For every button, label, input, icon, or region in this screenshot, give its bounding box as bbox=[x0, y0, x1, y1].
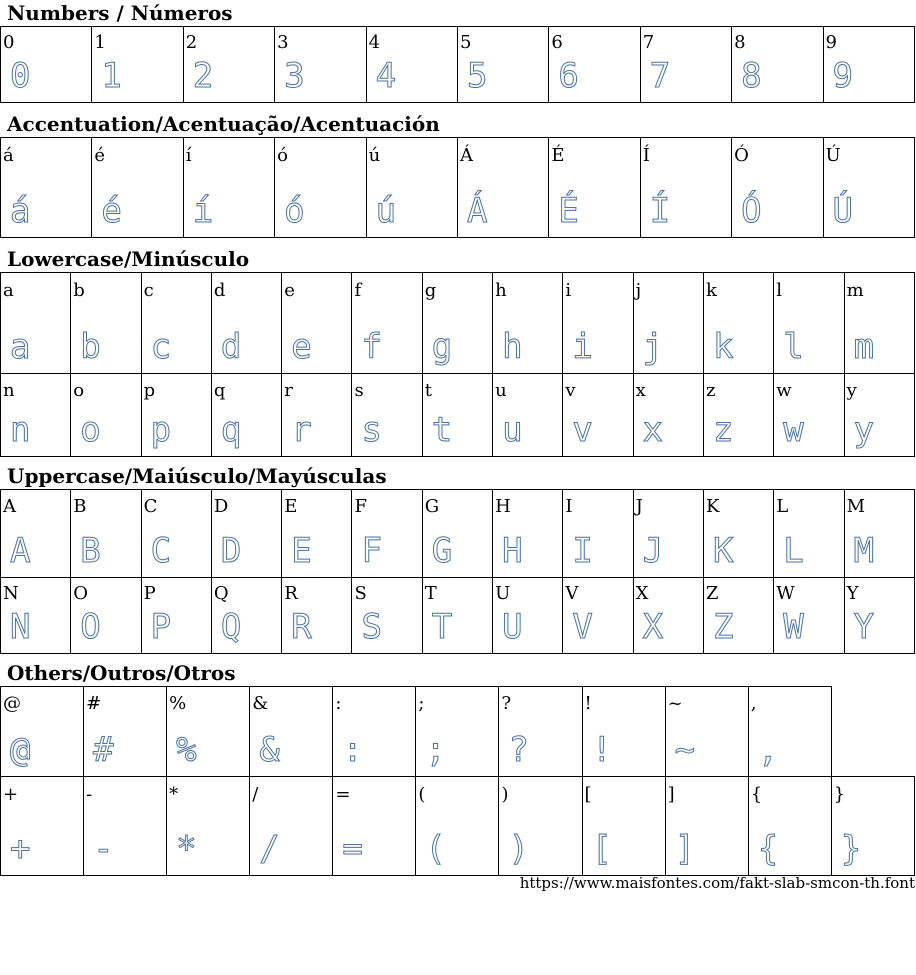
glyph-label: U bbox=[495, 583, 511, 604]
glyph-label: b bbox=[73, 280, 85, 301]
glyph-cell bbox=[640, 138, 731, 238]
glyph-cell bbox=[563, 273, 633, 374]
glyph-cell bbox=[563, 490, 633, 578]
glyph-cell bbox=[333, 687, 416, 777]
glyph-cell bbox=[633, 578, 703, 654]
glyph-cell bbox=[352, 578, 422, 654]
numbers-grid bbox=[0, 26, 915, 103]
glyph-label: ú bbox=[368, 145, 381, 166]
glyph-label: c bbox=[143, 280, 154, 301]
glyph-label: 3 bbox=[277, 32, 289, 53]
glyph-cell bbox=[282, 578, 352, 654]
glyph-label: p bbox=[143, 380, 156, 401]
glyph-sample: k bbox=[712, 327, 734, 367]
glyph-sample: W bbox=[783, 607, 804, 647]
glyph-label: I bbox=[565, 496, 573, 517]
glyph-label: 7 bbox=[642, 32, 655, 53]
glyph-label: P bbox=[143, 583, 156, 604]
glyph-label: [ bbox=[584, 784, 592, 805]
glyph-cell bbox=[141, 273, 211, 374]
glyph-cell bbox=[703, 490, 773, 578]
glyph-label: Í bbox=[642, 145, 650, 166]
glyph-label: 1 bbox=[94, 32, 106, 53]
glyph-label: K bbox=[705, 496, 720, 517]
glyph-label: ! bbox=[584, 693, 592, 714]
glyph-label: L bbox=[776, 496, 789, 517]
glyph-cell bbox=[1, 687, 84, 777]
glyph-cell bbox=[499, 687, 582, 777]
glyph-label: É bbox=[551, 145, 565, 166]
glyph-sample: ? bbox=[508, 730, 529, 770]
glyph-sample: Ó bbox=[741, 191, 762, 231]
glyph-cell bbox=[748, 687, 831, 777]
glyph-cell bbox=[831, 777, 914, 876]
glyph-sample: C bbox=[150, 531, 172, 571]
glyph-cell bbox=[250, 687, 333, 777]
glyph-cell bbox=[549, 138, 640, 238]
glyph-sample: 7 bbox=[649, 56, 671, 96]
glyph-sample: F bbox=[361, 531, 382, 571]
glyph-sample: ; bbox=[425, 730, 446, 770]
glyph-sample: ó bbox=[284, 191, 305, 231]
glyph-cell bbox=[416, 687, 499, 777]
glyph-cell bbox=[493, 374, 563, 457]
glyph-sample: P bbox=[150, 607, 172, 647]
glyph-row bbox=[1, 273, 915, 374]
glyph-sample: [ bbox=[591, 829, 613, 869]
glyph-label: W bbox=[776, 583, 795, 604]
glyph-cell bbox=[1, 777, 84, 876]
glyph-sample: d bbox=[220, 327, 242, 367]
glyph-label: M bbox=[846, 496, 865, 517]
glyph-cell bbox=[211, 490, 281, 578]
glyph-cell bbox=[92, 138, 183, 238]
glyph-cell bbox=[774, 578, 844, 654]
glyph-sample: 8 bbox=[741, 56, 762, 96]
glyph-cell bbox=[275, 27, 366, 103]
glyph-sample: p bbox=[150, 410, 172, 450]
glyph-label: C bbox=[143, 496, 158, 517]
glyph-label: G bbox=[424, 496, 440, 517]
glyph-label: l bbox=[776, 280, 783, 301]
glyph-cell bbox=[732, 138, 823, 238]
glyph-label: Á bbox=[459, 145, 473, 166]
glyph-label: : bbox=[335, 693, 342, 714]
glyph-sample: { bbox=[757, 829, 779, 869]
glyph-sample: y bbox=[853, 410, 875, 450]
accents-grid bbox=[0, 137, 915, 238]
glyph-sample: ! bbox=[591, 730, 613, 770]
glyph-sample: É bbox=[558, 191, 579, 231]
glyph-sample: f bbox=[361, 327, 382, 367]
glyph-sample: t bbox=[431, 410, 453, 450]
glyph-row bbox=[1, 374, 915, 457]
glyph-label: = bbox=[335, 784, 351, 805]
glyph-cell bbox=[582, 687, 665, 777]
glyph-sample: o bbox=[80, 410, 101, 450]
glyph-cell bbox=[282, 273, 352, 374]
glyph-label: f bbox=[354, 280, 362, 301]
glyph-label: 8 bbox=[734, 32, 746, 53]
glyph-label: + bbox=[3, 784, 19, 805]
glyph-cell bbox=[633, 273, 703, 374]
glyph-label: Y bbox=[846, 583, 859, 604]
glyph-row bbox=[1, 578, 915, 654]
glyph-sample: Y bbox=[853, 607, 875, 647]
glyph-sample: 1 bbox=[101, 56, 122, 96]
glyph-sample: : bbox=[342, 730, 363, 770]
glyph-row bbox=[1, 138, 915, 238]
glyph-label: m bbox=[846, 280, 864, 301]
glyph-label: Ú bbox=[825, 145, 841, 166]
glyph-cell bbox=[71, 578, 141, 654]
glyph-sample: U bbox=[502, 607, 523, 647]
glyph-cell bbox=[416, 777, 499, 876]
glyph-cell bbox=[774, 374, 844, 457]
glyph-cell bbox=[665, 687, 748, 777]
glyph-label: 9 bbox=[825, 32, 837, 53]
glyph-label: s bbox=[354, 380, 364, 401]
glyph-cell bbox=[640, 27, 731, 103]
glyph-label: R bbox=[284, 583, 298, 604]
glyph-label: ( bbox=[418, 784, 426, 805]
glyph-cell bbox=[211, 578, 281, 654]
glyph-sample: 2 bbox=[192, 56, 214, 96]
glyph-sample: % bbox=[176, 730, 197, 770]
glyph-sample: e bbox=[291, 327, 312, 367]
glyph-label: ] bbox=[667, 784, 675, 805]
glyph-label: j bbox=[635, 280, 642, 301]
glyph-cell bbox=[633, 374, 703, 457]
glyph-label: 5 bbox=[459, 32, 472, 53]
glyph-cell bbox=[1, 273, 71, 374]
glyph-cell bbox=[141, 490, 211, 578]
glyph-row bbox=[1, 490, 915, 578]
glyph-sample: v bbox=[572, 410, 593, 450]
glyph-label: v bbox=[565, 380, 576, 401]
glyph-sample: m bbox=[853, 327, 875, 367]
glyph-sample: } bbox=[840, 829, 862, 869]
glyph-cell bbox=[703, 578, 773, 654]
glyph-label: 4 bbox=[368, 32, 381, 53]
glyph-label: k bbox=[705, 280, 717, 301]
glyph-cell bbox=[703, 273, 773, 374]
glyph-sample: Ú bbox=[832, 191, 853, 231]
glyph-cell bbox=[250, 777, 333, 876]
glyph-sample: 9 bbox=[832, 56, 853, 96]
glyph-cell bbox=[183, 138, 274, 238]
glyph-sample: í bbox=[192, 191, 214, 231]
glyph-cell bbox=[1, 490, 71, 578]
glyph-label: , bbox=[750, 693, 757, 714]
glyph-label: A bbox=[3, 496, 16, 517]
glyph-label: ? bbox=[501, 693, 512, 714]
glyph-sample: Q bbox=[220, 607, 242, 647]
glyph-label: y bbox=[846, 380, 857, 401]
glyph-sample: K bbox=[712, 531, 734, 571]
section-title-accents: Accentuation/Acentuação/Acentuación bbox=[7, 112, 440, 136]
glyph-label: x bbox=[635, 380, 646, 401]
glyph-label: { bbox=[750, 784, 763, 805]
glyph-label: ) bbox=[501, 784, 509, 805]
glyph-sample: I bbox=[572, 531, 593, 571]
glyph-label: r bbox=[284, 380, 293, 401]
glyph-sample: J bbox=[642, 531, 664, 571]
glyph-label: w bbox=[776, 380, 792, 401]
glyph-cell bbox=[457, 27, 548, 103]
glyph-cell bbox=[732, 27, 823, 103]
glyph-row bbox=[1, 27, 915, 103]
glyph-label: } bbox=[833, 784, 846, 805]
glyph-cell bbox=[84, 687, 167, 777]
glyph-cell bbox=[665, 777, 748, 876]
glyph-row bbox=[1, 777, 915, 876]
glyph-label: q bbox=[213, 380, 226, 401]
glyph-sample: é bbox=[101, 191, 122, 231]
glyph-label: F bbox=[354, 496, 367, 517]
glyph-cell bbox=[582, 777, 665, 876]
glyph-sample: A bbox=[10, 531, 31, 571]
glyph-cell bbox=[1, 374, 71, 457]
glyph-cell bbox=[422, 273, 492, 374]
glyph-label: z bbox=[705, 380, 716, 401]
glyph-label: Q bbox=[213, 583, 229, 604]
glyph-sample: n bbox=[10, 410, 31, 450]
glyph-cell bbox=[167, 777, 250, 876]
glyph-label: o bbox=[73, 380, 85, 401]
glyph-label: ~ bbox=[667, 693, 683, 714]
glyph-label: E bbox=[284, 496, 298, 517]
glyph-row bbox=[1, 687, 915, 777]
glyph-sample: x bbox=[642, 410, 664, 450]
glyph-sample: B bbox=[80, 531, 101, 571]
glyph-sample: V bbox=[572, 607, 593, 647]
glyph-sample: h bbox=[502, 327, 523, 367]
glyph-sample: G bbox=[431, 531, 453, 571]
glyph-sample: w bbox=[783, 410, 804, 450]
glyph-label: % bbox=[169, 693, 187, 714]
glyph-sample: Á bbox=[466, 191, 488, 231]
source-url: https://www.maisfontes.com/fakt-slab-smcon-th.font bbox=[519, 874, 915, 892]
glyph-cell bbox=[499, 777, 582, 876]
glyph-sample: q bbox=[220, 410, 242, 450]
glyph-sample: Z bbox=[712, 607, 734, 647]
glyph-label: Ó bbox=[734, 145, 749, 166]
glyph-label: N bbox=[3, 583, 19, 604]
glyph-cell bbox=[422, 490, 492, 578]
glyph-label: 6 bbox=[551, 32, 563, 53]
glyph-label: ó bbox=[277, 145, 289, 166]
glyph-sample: T bbox=[431, 607, 453, 647]
glyph-label: í bbox=[185, 145, 192, 166]
glyph-cell bbox=[366, 138, 457, 238]
glyph-label: O bbox=[73, 583, 89, 604]
glyph-sample: R bbox=[291, 607, 312, 647]
glyph-cell bbox=[493, 578, 563, 654]
glyph-sample: L bbox=[783, 531, 804, 571]
glyph-sample: 3 bbox=[284, 56, 305, 96]
glyph-label: J bbox=[635, 496, 643, 517]
glyph-label: D bbox=[213, 496, 229, 517]
glyph-cell bbox=[633, 490, 703, 578]
glyph-cell bbox=[275, 138, 366, 238]
uppercase-grid bbox=[0, 489, 915, 654]
glyph-cell bbox=[549, 27, 640, 103]
glyph-sample: á bbox=[10, 191, 31, 231]
section-title-others: Others/Outros/Otros bbox=[7, 661, 236, 685]
glyph-sample: z bbox=[712, 410, 734, 450]
glyph-cell bbox=[282, 374, 352, 457]
glyph-cell bbox=[823, 27, 914, 103]
glyph-sample: , bbox=[757, 730, 779, 770]
glyph-label: Z bbox=[705, 583, 719, 604]
glyph-label: # bbox=[86, 693, 102, 714]
glyph-cell bbox=[748, 777, 831, 876]
glyph-label: e bbox=[284, 280, 295, 301]
others-grid bbox=[0, 686, 915, 876]
section-title-numbers: Numbers / Números bbox=[7, 1, 233, 25]
glyph-cell bbox=[352, 490, 422, 578]
glyph-cell bbox=[1, 138, 92, 238]
glyph-cell bbox=[366, 27, 457, 103]
glyph-cell bbox=[352, 374, 422, 457]
glyph-cell bbox=[457, 138, 548, 238]
glyph-label: a bbox=[3, 280, 14, 301]
glyph-cell bbox=[71, 490, 141, 578]
glyph-cell bbox=[774, 490, 844, 578]
section-title-uppercase: Uppercase/Maiúsculo/Mayúsculas bbox=[7, 464, 387, 488]
glyph-cell bbox=[84, 777, 167, 876]
glyph-label: B bbox=[73, 496, 87, 517]
glyph-label: é bbox=[94, 145, 106, 166]
glyph-sample: ~ bbox=[674, 730, 696, 770]
glyph-cell bbox=[563, 578, 633, 654]
glyph-cell bbox=[844, 374, 914, 457]
glyph-sample: ú bbox=[375, 191, 397, 231]
glyph-cell bbox=[493, 490, 563, 578]
glyph-cell bbox=[211, 374, 281, 457]
glyph-cell bbox=[493, 273, 563, 374]
glyph-sample: / bbox=[259, 829, 280, 869]
glyph-sample: @ bbox=[10, 730, 31, 770]
glyph-label: n bbox=[3, 380, 15, 401]
glyph-sample: O bbox=[80, 607, 101, 647]
glyph-label: h bbox=[495, 280, 507, 301]
glyph-sample: M bbox=[853, 531, 875, 571]
glyph-cell bbox=[422, 578, 492, 654]
glyph-cell bbox=[563, 374, 633, 457]
glyph-sample: i bbox=[572, 327, 593, 367]
glyph-cell bbox=[333, 777, 416, 876]
glyph-sample: a bbox=[10, 327, 31, 367]
glyph-label: 0 bbox=[3, 32, 15, 53]
glyph-sample: r bbox=[291, 410, 312, 450]
glyph-cell bbox=[71, 374, 141, 457]
glyph-sample: = bbox=[342, 829, 363, 869]
glyph-label: ; bbox=[418, 693, 425, 714]
glyph-sample: Í bbox=[649, 191, 671, 231]
glyph-sample: S bbox=[361, 607, 382, 647]
glyph-sample: E bbox=[291, 531, 312, 571]
glyph-sample: 6 bbox=[558, 56, 579, 96]
glyph-cell bbox=[1, 578, 71, 654]
glyph-label: g bbox=[424, 280, 437, 301]
glyph-label: H bbox=[495, 496, 511, 517]
glyph-cell bbox=[71, 273, 141, 374]
glyph-label: S bbox=[354, 583, 367, 604]
glyph-cell bbox=[282, 490, 352, 578]
glyph-sample: s bbox=[361, 410, 382, 450]
glyph-label: X bbox=[635, 583, 649, 604]
glyph-cell bbox=[844, 490, 914, 578]
glyph-cell bbox=[703, 374, 773, 457]
lowercase-grid bbox=[0, 272, 915, 457]
glyph-cell bbox=[141, 374, 211, 457]
glyph-sample: H bbox=[502, 531, 523, 571]
glyph-sample: l bbox=[783, 327, 804, 367]
glyph-cell bbox=[211, 273, 281, 374]
glyph-cell bbox=[92, 27, 183, 103]
glyph-sample: X bbox=[642, 607, 664, 647]
glyph-label: & bbox=[252, 693, 269, 714]
glyph-label: @ bbox=[3, 693, 21, 714]
glyph-label: - bbox=[86, 784, 93, 805]
glyph-sample: ] bbox=[674, 829, 696, 869]
glyph-cell bbox=[844, 578, 914, 654]
glyph-label: / bbox=[252, 784, 259, 805]
glyph-label: á bbox=[3, 145, 14, 166]
glyph-sample: b bbox=[80, 327, 101, 367]
glyph-label: u bbox=[495, 380, 507, 401]
glyph-sample: 4 bbox=[375, 56, 397, 96]
glyph-label: 2 bbox=[185, 32, 198, 53]
glyph-sample: ) bbox=[508, 829, 529, 869]
glyph-cell bbox=[844, 273, 914, 374]
section-title-lowercase: Lowercase/Minúsculo bbox=[7, 247, 250, 271]
glyph-sample: # bbox=[93, 730, 114, 770]
glyph-sample: & bbox=[259, 730, 280, 770]
glyph-sample: ( bbox=[425, 829, 446, 869]
glyph-sample: j bbox=[642, 327, 664, 367]
glyph-label: t bbox=[424, 380, 433, 401]
glyph-sample: c bbox=[150, 327, 172, 367]
glyph-sample: * bbox=[176, 829, 197, 869]
glyph-sample: u bbox=[502, 410, 523, 450]
glyph-sample: 0 bbox=[10, 56, 31, 96]
glyph-sample: g bbox=[431, 327, 453, 367]
glyph-cell bbox=[774, 273, 844, 374]
glyph-sample: - bbox=[93, 829, 114, 869]
glyph-cell bbox=[167, 687, 250, 777]
glyph-cell bbox=[183, 27, 274, 103]
glyph-sample: 5 bbox=[466, 56, 488, 96]
glyph-sample: + bbox=[10, 829, 31, 869]
glyph-label: V bbox=[565, 583, 579, 604]
glyph-label: d bbox=[213, 280, 226, 301]
glyph-cell bbox=[141, 578, 211, 654]
glyph-sample: D bbox=[220, 531, 242, 571]
glyph-cell bbox=[1, 27, 92, 103]
glyph-cell bbox=[823, 138, 914, 238]
glyph-label: i bbox=[565, 280, 572, 301]
glyph-cell bbox=[352, 273, 422, 374]
glyph-label: * bbox=[169, 784, 179, 805]
glyph-cell bbox=[422, 374, 492, 457]
glyph-sample: N bbox=[10, 607, 31, 647]
glyph-label: T bbox=[424, 583, 437, 604]
